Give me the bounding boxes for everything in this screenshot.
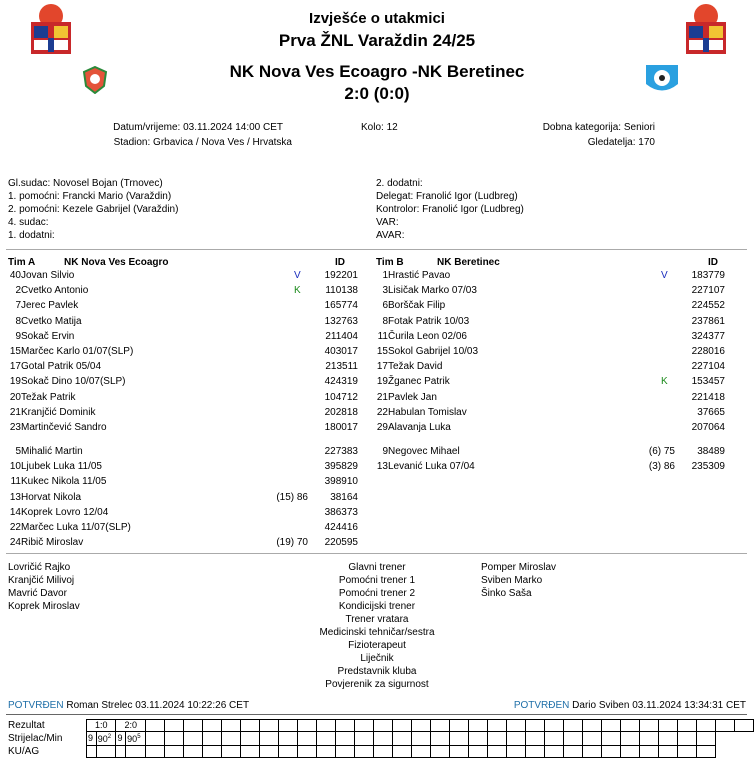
player-id: 211404: [325, 330, 358, 342]
staff-role: Glavni trener: [348, 562, 406, 573]
player-name: Habulan Tomislav: [388, 406, 467, 418]
player-number: 15: [9, 346, 21, 357]
staff-role: Trener vratara: [345, 614, 409, 625]
official-line: 2. dodatni:: [376, 178, 423, 189]
staff-role: Medicinski tehničar/sestra: [319, 627, 435, 638]
player-name: Koprek Lovro 12/04: [21, 506, 109, 518]
player-name: Ribič Miroslav: [21, 537, 84, 549]
staff-name: Šinko Saša: [481, 588, 532, 599]
scorer-minute: $90^2$: [96, 732, 116, 746]
player-number: 2: [15, 285, 21, 297]
player-role-mark: K: [661, 376, 668, 388]
player-id: 228016: [691, 346, 725, 357]
player-number: 17: [376, 361, 388, 373]
team-b-id-header: ID: [708, 257, 718, 268]
staff-home: [8, 561, 80, 613]
player-name: Marčec Luka 11/07(SLP): [21, 522, 131, 533]
divider: [6, 714, 747, 715]
official-line: AVAR:: [376, 230, 405, 241]
player-id: 386373: [324, 506, 358, 518]
player-number: 13: [9, 491, 21, 503]
player-role-mark: V: [294, 270, 301, 281]
result-label: KU/AG: [8, 746, 40, 757]
team-b-name: NK Beretinec: [437, 257, 500, 268]
competition-name: Prva ŽNL Varaždin 24/25: [278, 31, 476, 50]
player-id: 424319: [324, 376, 358, 388]
staff-role: Pomoćni trener 1: [338, 575, 416, 586]
player-name: Horvat Nikola: [21, 491, 82, 503]
player-id: 37665: [697, 406, 725, 418]
player-id: 207064: [691, 422, 725, 433]
player-number: 29: [376, 422, 388, 433]
player-name: Čurila Leon 02/06: [388, 330, 467, 342]
player-name: Težak Patrik: [21, 391, 76, 403]
official-line: Kontrolor: Franolić Igor (Ludbreg): [376, 204, 524, 215]
player-number: 8: [382, 315, 388, 327]
official-line: 4. sudac:: [8, 217, 49, 228]
team-a-name: NK Nova Ves Ecoagro: [64, 257, 169, 268]
player-number: 9: [382, 446, 388, 457]
player-name: Lisičak Marko 07/03: [388, 285, 477, 297]
substitution-info: (6) 75: [648, 446, 675, 457]
scorer-number: 9: [116, 732, 126, 746]
player-number: 40: [9, 270, 21, 281]
player-name: Marčec Karlo 01/07(SLP): [21, 346, 134, 357]
staff-away: [481, 561, 556, 600]
confirmed-tag: POTVRĐEN: [513, 700, 570, 711]
player-number: 20: [9, 391, 21, 403]
player-name: Kranjčić Dominik: [21, 406, 96, 418]
player-name: Negovec Mihael: [388, 446, 460, 457]
player-id: 153457: [691, 376, 725, 388]
player-number: 11: [377, 330, 388, 342]
player-role-mark: V: [661, 270, 668, 281]
player-number: 3: [382, 285, 388, 297]
player-id: 38164: [330, 491, 358, 503]
player-id: 227104: [691, 361, 725, 373]
player-number: 23: [9, 422, 21, 433]
player-name: Mihalić Martin: [21, 446, 83, 457]
player-id: 213511: [325, 361, 358, 373]
player-number: 21: [9, 406, 21, 418]
player-id: 110138: [325, 285, 358, 297]
player-id: 403017: [324, 346, 358, 357]
official-line: 1. dodatni:: [8, 230, 55, 241]
scorer-number: 9: [87, 732, 97, 746]
player-id: 395829: [324, 461, 358, 473]
player-id: 324377: [691, 330, 725, 342]
player-number: 8: [15, 315, 21, 327]
player-number: 19: [9, 376, 21, 388]
player-number: 14: [9, 506, 21, 518]
scorer-row: [87, 732, 754, 746]
player-number: 17: [9, 361, 21, 373]
score-cell: 1:0: [87, 720, 116, 732]
player-id: 192201: [324, 270, 358, 281]
spectators-count: Gledatelja: 170: [587, 137, 655, 148]
official-line: 1. pomoćni: Francki Mario (Varaždin): [8, 191, 172, 202]
official-line: 2. pomoćni: Kezele Gabrijel (Varaždin): [8, 204, 179, 215]
player-id: 224552: [691, 300, 725, 312]
player-name: Težak David: [388, 361, 443, 373]
player-name: Jerec Pavlek: [21, 300, 79, 312]
substitution-info: (3) 86: [648, 461, 675, 473]
report-title: Izvješće o utakmici: [309, 10, 445, 27]
result-label: Rezultat: [8, 720, 45, 731]
player-name: Fotak Patrik 10/03: [388, 315, 470, 327]
score-row: [87, 720, 754, 732]
staff-role: Liječnik: [360, 653, 394, 664]
player-name: Ljubek Luka 11/05: [21, 461, 102, 473]
official-line: Gl.sudac: Novosel Bojan (Trnovec): [8, 178, 163, 189]
player-number: 1: [382, 270, 388, 281]
player-name: Hrastić Pavao: [388, 270, 451, 281]
divider: [6, 249, 747, 250]
ku-row: [87, 746, 754, 758]
official-line: Delegat: Franolić Igor (Ludbreg): [376, 191, 518, 202]
result-label: Strijelac/Min: [8, 733, 63, 744]
staff-name: Pomper Miroslav: [481, 562, 557, 573]
match-title: NK Nova Ves Ecoagro -NK Beretinec: [229, 62, 525, 81]
staff-role: Kondicijski trener: [338, 601, 416, 612]
home-confirmation: [8, 699, 249, 712]
player-name: Martinčević Sandro: [21, 422, 107, 433]
team-a-id-header: ID: [335, 257, 345, 268]
player-name: Jovan Silvio: [21, 270, 75, 281]
player-id: 202818: [324, 406, 358, 418]
player-name: Cvetko Antonio: [21, 285, 89, 297]
player-name: Sokol Gabrijel 10/03: [388, 346, 479, 357]
staff-name: Lovričić Rajko: [8, 562, 71, 573]
player-number: 7: [15, 300, 21, 312]
round-number: Kolo: 12: [361, 122, 398, 133]
staff-role: Fizioterapeut: [348, 640, 406, 651]
match-datetime: Datum/vrijeme: 03.11.2024 14:00 CET: [113, 122, 283, 133]
player-id: 235309: [691, 461, 725, 473]
staff-role: Pomoćni trener 2: [338, 588, 416, 599]
player-id: 38489: [697, 446, 725, 457]
staff-role: Povjerenik za sigurnost: [325, 679, 429, 690]
staff-name: Kranjčić Milivoj: [8, 575, 75, 586]
match-stadium: Stadion: Grbavica / Nova Ves / Hrvatska: [113, 137, 292, 148]
player-id: 227383: [324, 446, 358, 457]
player-number: 15: [376, 346, 388, 357]
player-id: 237861: [691, 315, 725, 327]
official-line: VAR:: [376, 217, 399, 228]
player-number: 13: [376, 461, 388, 473]
player-id: 227107: [691, 285, 725, 297]
player-number: 19: [376, 376, 388, 388]
substitution-info: (15) 86: [276, 491, 308, 503]
player-name: Cvetko Matija: [21, 315, 82, 327]
player-name: Levanić Luka 07/04: [388, 461, 475, 473]
scorer-minute: $90^5$: [126, 732, 146, 746]
confirmed-text: Dario Sviben 03.11.2024 13:34:31 CET: [572, 700, 746, 711]
player-number: 22: [9, 522, 21, 533]
staff-name: Mavrić Davor: [8, 588, 67, 599]
player-name: Sokač Ervin: [21, 330, 75, 342]
officials-left: [8, 177, 178, 242]
officials-right: [376, 177, 524, 242]
team-b-label: Tim B: [376, 257, 404, 268]
player-name: Pavlek Jan: [388, 391, 437, 403]
player-id: 104712: [324, 391, 358, 403]
player-number: 21: [376, 391, 388, 403]
player-id: 183779: [691, 270, 725, 281]
team-a-label: Tim A: [8, 257, 36, 268]
result-labels: [8, 719, 62, 758]
player-id: 398910: [324, 476, 358, 488]
divider: [6, 553, 747, 554]
staff-roles: [277, 561, 477, 691]
age-category: Dobna kategorija: Seniori: [542, 122, 655, 133]
player-role-mark: K: [294, 285, 301, 297]
player-id: 424416: [324, 522, 358, 533]
confirmed-tag: POTVRĐEN: [8, 700, 64, 711]
player-name: Alavanja Luka: [388, 422, 451, 433]
staff-role: Predstavnik kluba: [337, 666, 417, 677]
player-name: Kukec Nikola 11/05: [21, 476, 107, 488]
confirmed-text: Roman Strelec 03.11.2024 10:22:26 CET: [66, 700, 250, 711]
player-name: Borščak Filip: [388, 300, 446, 312]
player-id: 180017: [324, 422, 358, 433]
player-number: 9: [15, 330, 21, 342]
score-cell: 2:0: [116, 720, 146, 732]
away-confirmation: [400, 699, 746, 712]
player-id: 132763: [324, 315, 358, 327]
player-number: 22: [376, 406, 388, 418]
player-name: Sokač Dino 10/07(SLP): [21, 376, 126, 388]
player-name: Gotal Patrik 05/04: [21, 361, 102, 373]
staff-name: Koprek Miroslav: [8, 601, 80, 612]
staff-name: Sviben Marko: [481, 575, 543, 586]
player-number: 6: [382, 300, 388, 312]
player-name: Žganec Patrik: [388, 376, 450, 388]
substitution-info: (19) 70: [276, 537, 308, 549]
player-number: 5: [15, 446, 21, 457]
final-score: 2:0 (0:0): [344, 84, 410, 103]
player-id: 220595: [324, 537, 358, 549]
player-number: 11: [10, 476, 21, 488]
player-id: 165774: [324, 300, 358, 312]
player-number: 24: [9, 537, 21, 549]
player-id: 221418: [691, 391, 725, 403]
player-number: 10: [9, 461, 21, 473]
result-grid: [86, 719, 754, 758]
